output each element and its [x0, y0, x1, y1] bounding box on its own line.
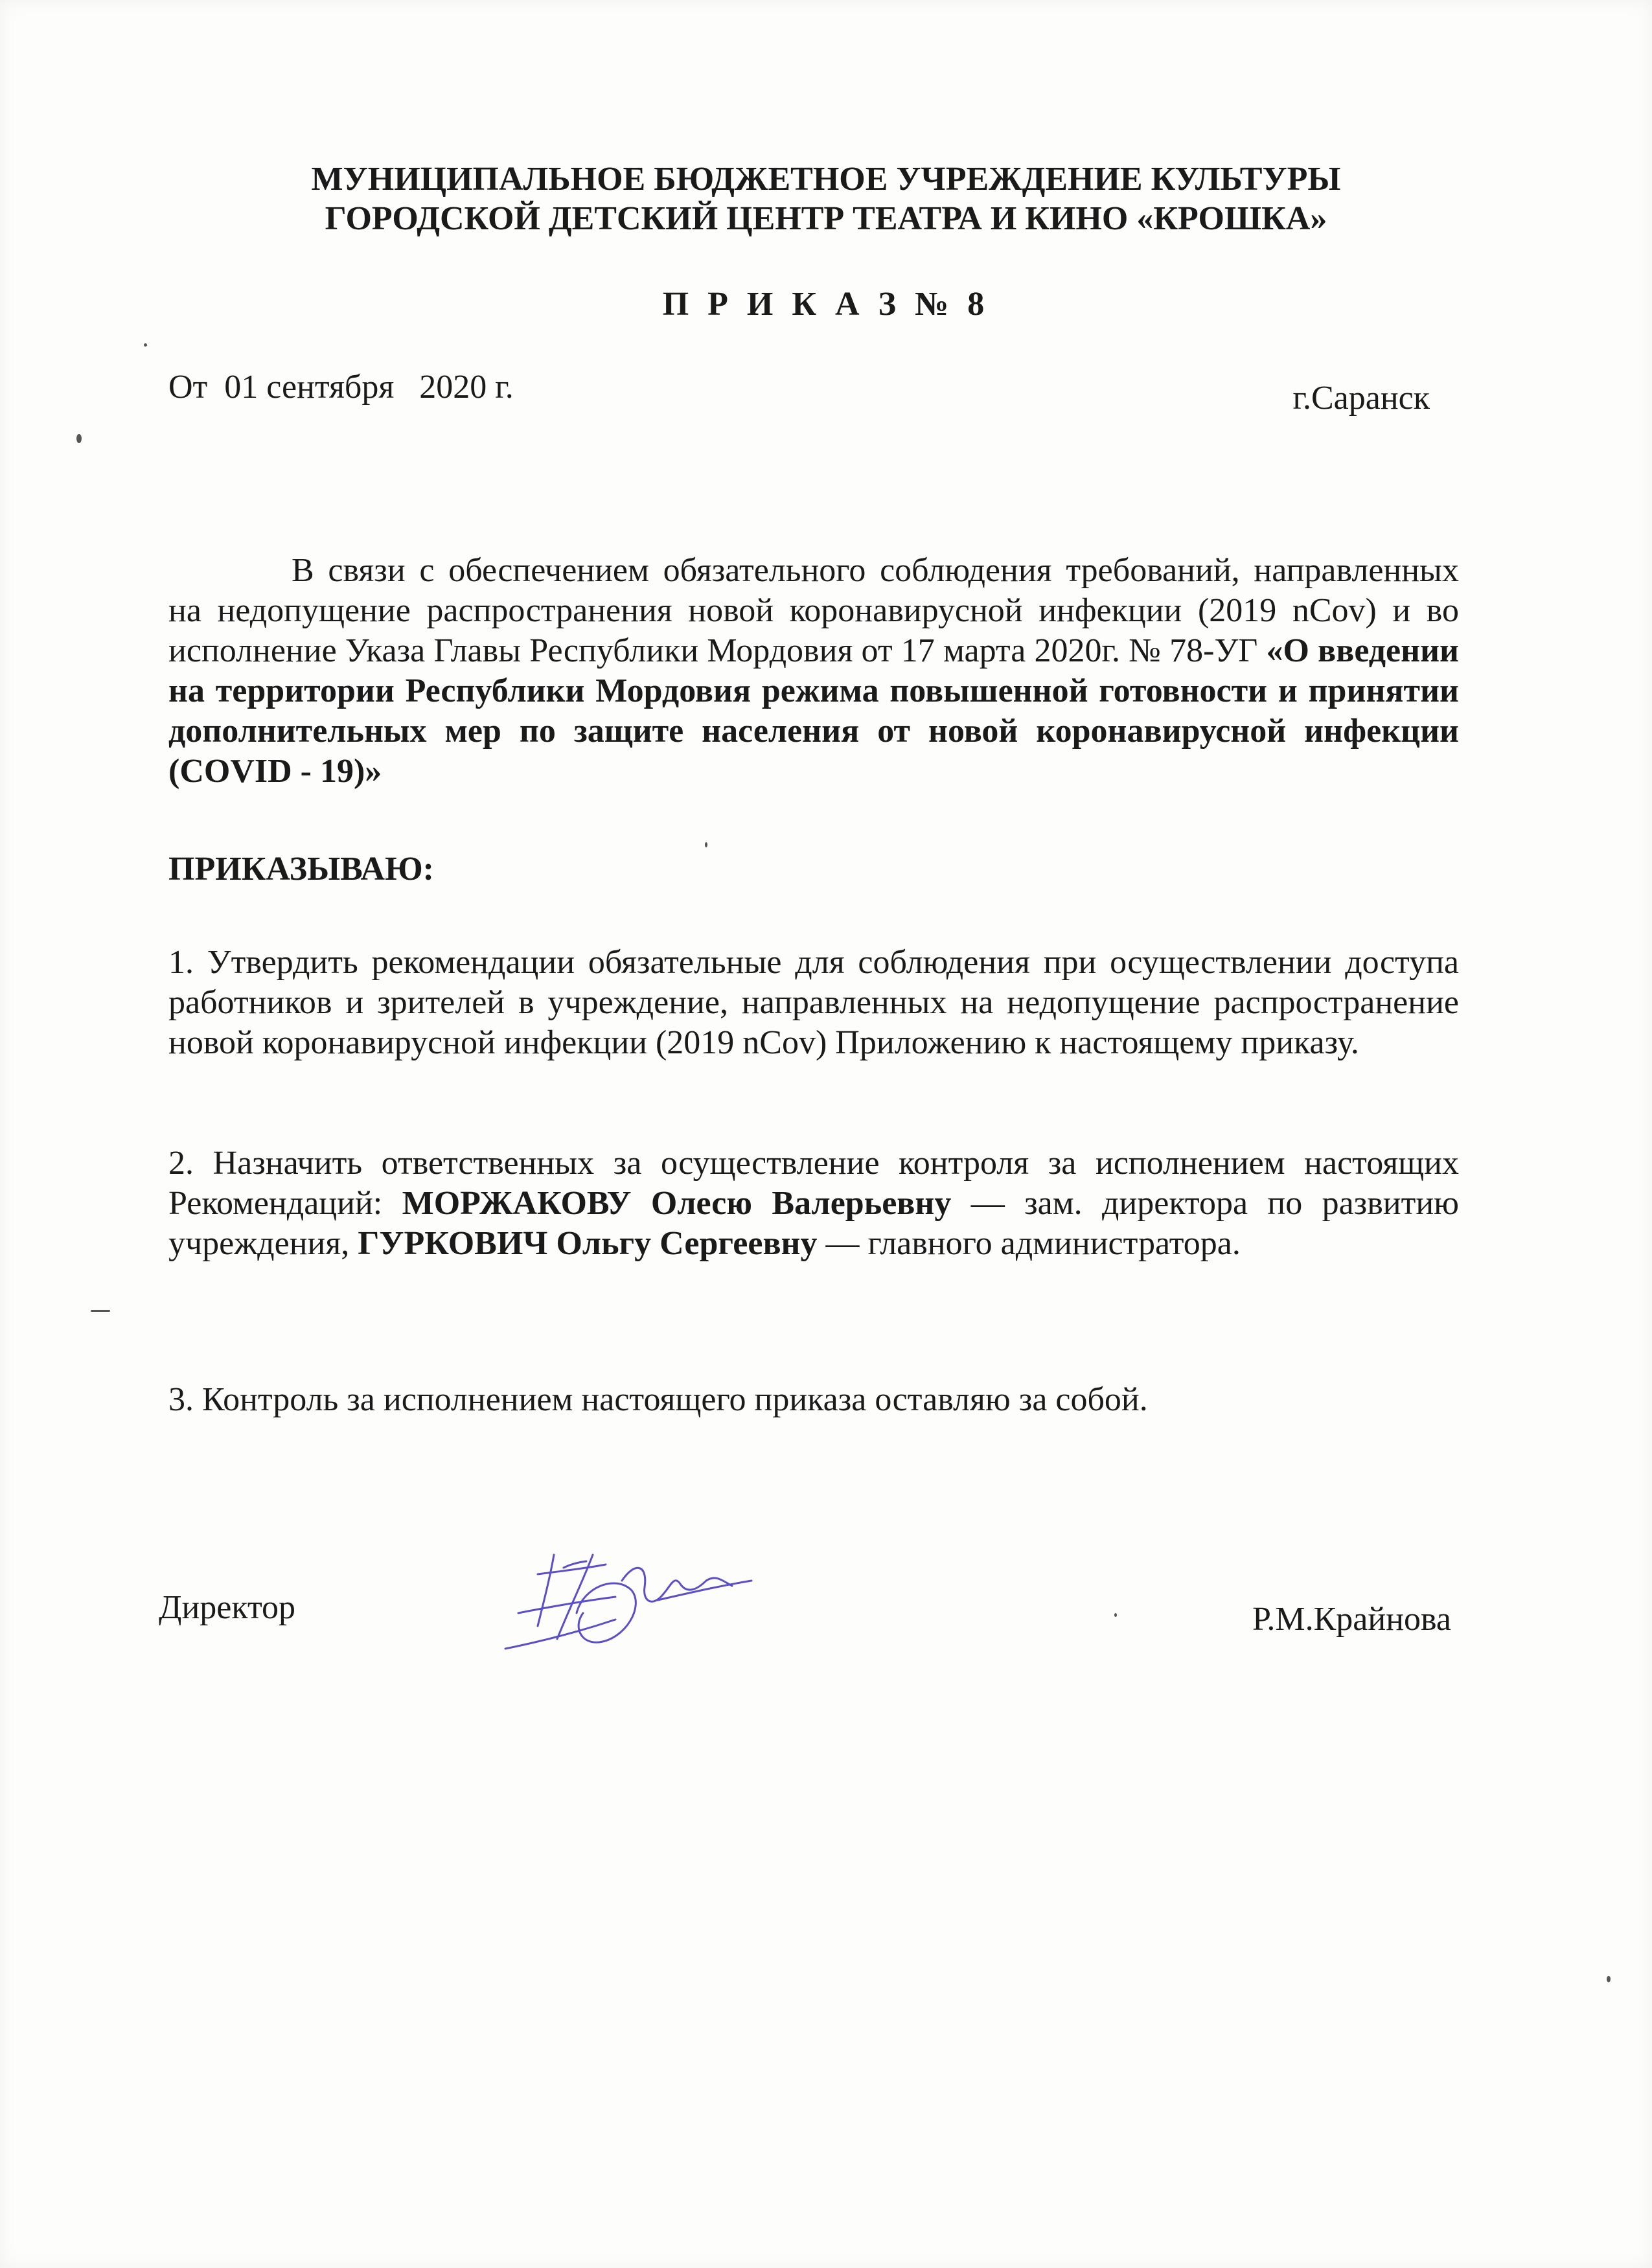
order-title: П Р И К А З № 8 [662, 286, 990, 323]
decree-title: «О введении на территории Республики Мордовия режима повышенной готовности и принятии дополнительных мер по защите населения от новой коронавирусной инфекции (COVID - 19)» [168, 632, 1460, 790]
signer-name: Р.М.Крайнова [1252, 1601, 1451, 1638]
signature-block [0, 1588, 1652, 1666]
organization-name-line2: ГОРОДСКОЙ ДЕТСКИЙ ЦЕНТР ТЕАТРА И КИНО «КРОШКА» [325, 200, 1327, 237]
order-heading: ПРИКАЗЫВАЮ: [168, 851, 434, 888]
order-city: г.Саранск [1292, 380, 1430, 417]
scan-speck [1607, 1976, 1611, 1982]
signer-role: Директор [159, 1589, 295, 1626]
organization-name-line1: МУНИЦИПАЛЬНОЕ БЮДЖЕТНОЕ УЧРЕЖДЕНИЕ КУЛЬТУРЫ [311, 161, 1341, 198]
handwritten-signature [492, 1535, 816, 1665]
scan-speck [705, 842, 707, 847]
item-2-text-middle: — зам. директора по развитию учреждения, [168, 1185, 1460, 1262]
order-item-1: 1. Утвердить рекомендации обязательные для соблюдения при осуществлении доступа работников и зрителей в учреждение, направленных на недопущение распространение новой коронавирусной инфекции (2019 nCov) Приложению к настоящему приказу. [168, 944, 1459, 1061]
order-item-3: 3. Контроль за исполнением настоящего приказа оставляю за собой. [168, 1381, 1148, 1418]
order-date: От 01 сентября 2020 г. [168, 369, 514, 406]
scan-speck [1114, 1613, 1117, 1617]
intro-paragraph [168, 551, 1459, 792]
item-2-text-end: — главного администратора. [817, 1225, 1241, 1262]
responsible-person-2: ГУРКОВИЧ Ольгу Сергеевну [358, 1225, 818, 1262]
item-2-text-start: 2. Назначить ответственных за осуществление контроля за исполнением настоящих Рекомендаций: [168, 1145, 1459, 1222]
intro-text: В связи с обеспечением обязательного соблюдения требований, направленных на недопущение распространения новой коронавирусной инфекции (2019 nCov) и во исполнение Указа Главы Республики Мордовия от 17 марта 2020г. № 78-УГ [168, 552, 1459, 669]
scan-mark [91, 1310, 110, 1312]
responsible-person-1: МОРЖАКОВУ Олесю Валерьевну [402, 1185, 952, 1222]
scan-speck [76, 434, 82, 443]
order-item-2 [168, 1143, 1459, 1264]
scan-speck [144, 343, 147, 347]
